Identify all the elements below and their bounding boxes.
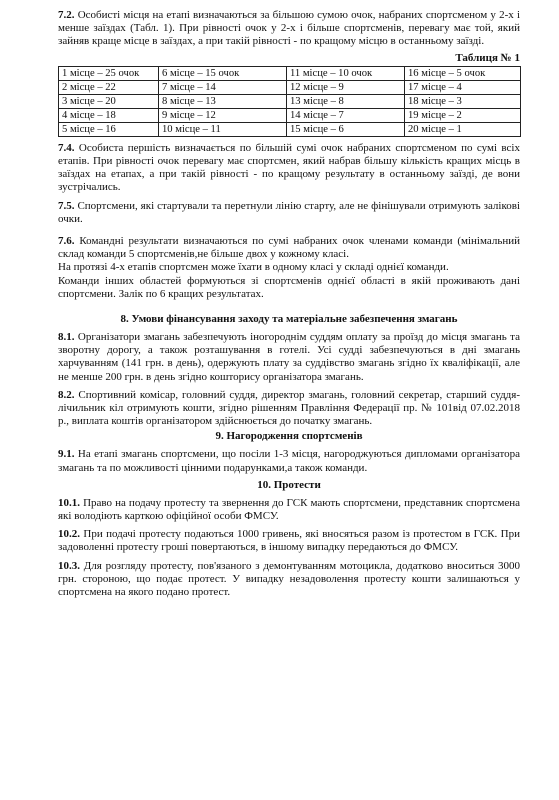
table-cell: 8 місце – 13 xyxy=(159,94,287,108)
paragraph-number: 8.2. xyxy=(58,388,75,401)
paragraph-7-4 xyxy=(58,142,520,195)
paragraph-text: Особисті місця на етапі визначаються за більшою сумою очок, набраних спортсменом у 2-х і менше заїздах (Табл. 1). При рівності очок у 2-х і більше спортсменів, перевагу має той, який зайняв краще місце в заїздах, а при такій рівності - по кращому місцю в останньому заїзді. xyxy=(58,9,521,48)
paragraph-number: 7.5. xyxy=(58,199,75,212)
paragraph-8-2 xyxy=(58,389,520,429)
paragraph-7-6-line3: Команди інших областей формуються зі спортсменів однієї області в якій проживають дані спортсмени. Залік по 6 кращих результатах. xyxy=(58,274,520,300)
paragraph-9-1 xyxy=(58,448,520,474)
table-cell: 20 місце – 1 xyxy=(405,122,521,136)
table-cell: 13 місце – 8 xyxy=(287,94,405,108)
table-row xyxy=(59,108,521,122)
table-cell: 7 місце – 14 xyxy=(159,80,287,94)
paragraph-text: Командні результати визначаються по сумі набраних очок членами команди (мінімальний склад команди 5 спортсменів,не більше двох у кожному класі. xyxy=(58,235,520,261)
table-row xyxy=(59,94,521,108)
paragraph-7-6-line2: На протязі 4-х етапів спортсмен може їхати в одному класі у складі однієї команди. xyxy=(58,261,449,274)
table-cell: 18 місце – 3 xyxy=(405,94,521,108)
table-cell: 19 місце – 2 xyxy=(405,108,521,122)
paragraph-text: Право на подачу протесту та звернення до ГСК мають спортсмени, представник спортсмена які володіють карткою офіційної особи ФМСУ. xyxy=(58,496,521,523)
table-cell: 16 місце – 5 очок xyxy=(405,66,521,80)
paragraph-text: Спортивний комісар, головний суддя, директор змагань, головний секретар, старший суддя-лічильник кіл отримують кошти, згідно рішенням Правління Федерації пр. № 101від 07.02.2018 р., виплата коштів організатором здійснюється до початку змагань. xyxy=(58,388,520,428)
paragraph-number: 10.2. xyxy=(58,528,80,541)
table-cell: 2 місце – 22 xyxy=(59,80,159,94)
document-content xyxy=(58,9,520,599)
paragraph-number: 7.4. xyxy=(58,141,75,154)
section-heading-8: 8. Умови фінансування заходу та матеріальне забезпечення змагань xyxy=(120,313,458,326)
paragraph-text: Особиста першість визначається по більшій сумі очок набраних спортсменом по сумі всіх етапів. При рівності очок перевагу має спортсмен, який набрав більшу кількість кращих місць в заїздах на етапах, а при такій рівності - по кращому результату в останньому заїзді, де вони зустрічались. xyxy=(58,141,520,194)
table-caption: Таблиця № 1 xyxy=(455,51,520,64)
table-cell: 1 місце – 25 очок xyxy=(59,66,159,80)
table-cell: 10 місце – 11 xyxy=(159,122,287,136)
table-cell: 17 місце – 4 xyxy=(405,80,521,94)
paragraph-number: 9.1. xyxy=(58,448,75,461)
paragraph-text: Спортсмени, які стартували та перетнули лінію старту, але не фінішували отримують залікові очки. xyxy=(58,199,520,225)
paragraph-7-6 xyxy=(58,235,520,261)
paragraph-number: 10.1. xyxy=(58,496,80,509)
table-cell: 5 місце – 16 xyxy=(59,122,159,136)
table-cell: 3 місце – 20 xyxy=(59,94,159,108)
paragraph-text: При подачі протесту подаються 1000 гривень, які вносяться разом із протестом в ГСК. При задоволенні протесту гроші повертаються, в іншому випадку передаються до ФМСУ. xyxy=(58,528,521,554)
paragraph-number: 10.3. xyxy=(58,559,80,572)
paragraph-10-3 xyxy=(58,560,520,600)
paragraph-number: 8.1. xyxy=(58,331,75,344)
paragraph-10-1 xyxy=(58,497,520,523)
paragraph-text: На етапі змагань спортсмени, що посіли 1-3 місця, нагороджуються дипломами організатора змагань та по можливості цінними подарунками,а також команди. xyxy=(58,448,521,474)
paragraph-text: Для розгляду протесту, пов'язаного з демонтуванням мотоцикла, додатково вноситься 3000 грн. стороною, що подає протест. У випадку незадоволення протесту кошти залишаються у спортсмена на якого подано протест. xyxy=(58,559,520,599)
paragraph-text: Організатори змагань забезпечують іногороднім суддям оплату за проїзд до місця змагань та зворотну дорогу, а також розташування в готелі. Усі судді забезпечуються в дні змагань харчуванням (141 грн. в день), одержують плату за суддівство змагань згідно їх кваліфікації, але не менше 200 грн. в день згідно кошторису організатора змагань. xyxy=(58,331,521,383)
paragraph-7-5 xyxy=(58,200,520,226)
table-row xyxy=(59,66,521,80)
table-cell: 9 місце – 12 xyxy=(159,108,287,122)
section-heading-9: 9. Нагородження спортсменів xyxy=(215,430,363,443)
section-heading-10: 10. Протести xyxy=(257,478,321,491)
paragraph-8-1 xyxy=(58,331,520,384)
table-cell: 4 місце – 18 xyxy=(59,108,159,122)
table-cell: 12 місце – 9 xyxy=(287,80,405,94)
table-cell: 6 місце – 15 очок xyxy=(159,66,287,80)
table-cell: 11 місце – 10 очок xyxy=(287,66,405,80)
table-row xyxy=(59,122,521,136)
paragraph-number: 7.6. xyxy=(58,235,75,248)
table-cell: 15 місце – 6 xyxy=(287,122,405,136)
paragraph-10-2 xyxy=(58,528,520,554)
table-cell: 14 місце – 7 xyxy=(287,108,405,122)
paragraph-7-2 xyxy=(58,9,520,49)
points-table xyxy=(58,66,521,137)
paragraph-number: 7.2. xyxy=(58,9,75,21)
table-row xyxy=(59,80,521,94)
